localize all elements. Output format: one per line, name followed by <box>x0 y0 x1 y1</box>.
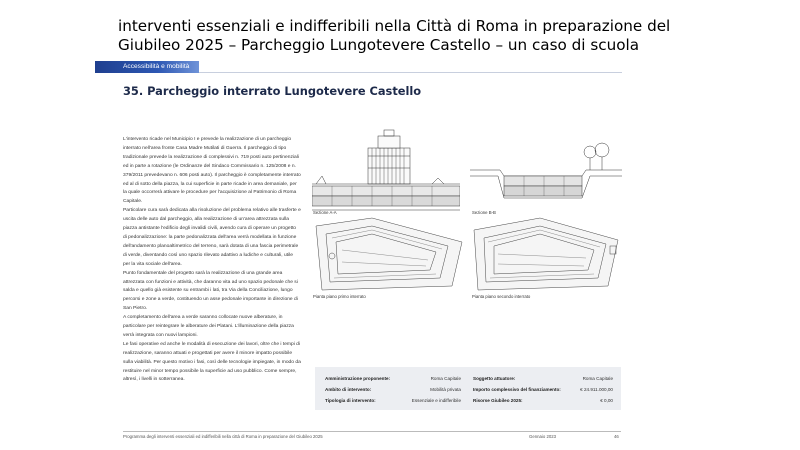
info-key-importo: Importo complessivo del finanziamento: <box>473 387 561 392</box>
info-key-tipologia: Tipologia di intervento: <box>325 398 376 403</box>
caption-plan-second: Pianta piano secondo interrato <box>472 294 531 299</box>
info-key-risorse: Risorse Giubileo 2025: <box>473 398 523 403</box>
caption-section-a: Sezione A-A <box>313 210 337 215</box>
body-paragraph-2: Particolare cura sarà dedicata alla risoluzione del problema relativo alle trasferte e uscita delle auto dal parcheggio, alla realizzazione di un'area attrezzata sulla piazza antistante l'edificio degli invalidi civili, avendo cura di operare un progetto di pedonalizzazione: la parte pedonalizzata dell'area verrà modellata in funzione dell'andamento planoaltimetrico del terreno, sarà dotata di una fascia perimetrale di verde, diventando così uno spazio rilevato adattivo a ludiche e culturali, utile per la vita sociale dell'area. <box>123 208 301 267</box>
plan-first-drawing <box>312 216 464 294</box>
body-paragraph-1: L'intervento ricade nel Municipio I e prevede la realizzazione di un parcheggio interrato nell'area fronte Casa Madre Mutilati di Guerra. Il parcheggio di tipo tradizionale prevede la realizzazione di complessivi n. 719 posti auto pertinenziali ed in parte a rotazione (le Ordinanze del Sindaco Commissario n. 125/2008 e n. 379/2011 prevedevano n. 606 posti auto). Il parcheggio è completamente interrato ed al di sotto della piazza, la cui superficie in parte ricade in area demaniale, per la quale occorrerà attivare le procedure per l'acquisizione al Patrimonio di Roma Capitale. <box>123 137 301 205</box>
info-value-attuatore: Roma Capitale <box>582 376 613 381</box>
info-row-2-left <box>325 387 461 392</box>
info-key-attuatore: Soggetto attuatore: <box>473 376 516 381</box>
info-value-ambito: Mobilità privata <box>430 387 461 392</box>
slide-title-line1: interventi essenziali e indifferibili nella Città di Roma in preparazione del <box>118 17 671 35</box>
info-key-ambito: Ambito di intervento: <box>325 387 372 392</box>
footer-page-number: 46 <box>614 434 619 439</box>
body-text <box>123 136 301 385</box>
body-paragraph-5: Le fasi operative ed anche le modalità di esecuzione dei lavori, oltre che i tempi di realizzazione, saranno attuati e progettati per avere il minore impatto possibile sulla viabilità. Per questo motivo i fasi, così delle tecnologie impiegate, in modo da restituire nel minor tempo possibile la superficie ad uso pubblico. Come sempre, altresì, i livelli in sotterranea. <box>123 341 301 383</box>
info-key-proponente: Amministrazione proponente: <box>325 376 391 381</box>
slide-title <box>118 17 758 55</box>
footer-divider <box>123 431 621 432</box>
info-row-3-right <box>473 398 613 403</box>
info-row-1-right <box>473 376 613 381</box>
info-value-risorse: € 0,00 <box>600 398 613 403</box>
info-box <box>315 367 621 410</box>
info-row-1-left <box>325 376 461 381</box>
section-title: 35. Parcheggio interrato Lungotevere Castello <box>123 84 422 98</box>
info-value-proponente: Roma Capitale <box>430 376 461 381</box>
section-b-drawing <box>470 136 622 210</box>
slide-title-line2: Giubileo 2025 – Parcheggio Lungotevere Castello – un caso di scuola <box>118 36 640 54</box>
caption-plan-first: Pianta piano primo interrato <box>313 294 366 299</box>
info-value-importo: € 24.911.000,00 <box>580 387 613 392</box>
category-label: Accessibilità e mobilità <box>123 63 190 70</box>
caption-section-b: Sezione B-B <box>472 210 496 215</box>
plan-second-drawing <box>470 216 622 294</box>
category-divider <box>199 72 622 73</box>
footer-text: Programma degli interventi essenziali ed indifferibili nella città di Roma in preparazione del Giubileo 2025 <box>123 434 323 439</box>
info-row-3-left <box>325 398 461 403</box>
body-paragraph-4: A completamento dell'area a verde saranno collocate nuove alberature, in particolare per reintegrare le alberature dei Platani. L'illuminazione della piazza verrà integrata con nuovi lampioni. <box>123 315 294 338</box>
footer-date: Gennaio 2023 <box>529 434 556 439</box>
section-a-drawing <box>312 128 460 212</box>
info-value-tipologia: Essenziale e indifferibile <box>411 398 461 403</box>
info-row-2-right <box>473 387 613 392</box>
body-paragraph-3: Punto fondamentale del progetto sarà la realizzazione di una grande area attrezzata con funzioni e attività, che daranno vita ad uno spazio pedonale che si salda e quello già esistente su entrambi i lati, tra Via della Conciliazione, lungo percorsi e zone a verde, costituendo un asse pedonale importante in direzione di San Pietro. <box>123 270 298 312</box>
